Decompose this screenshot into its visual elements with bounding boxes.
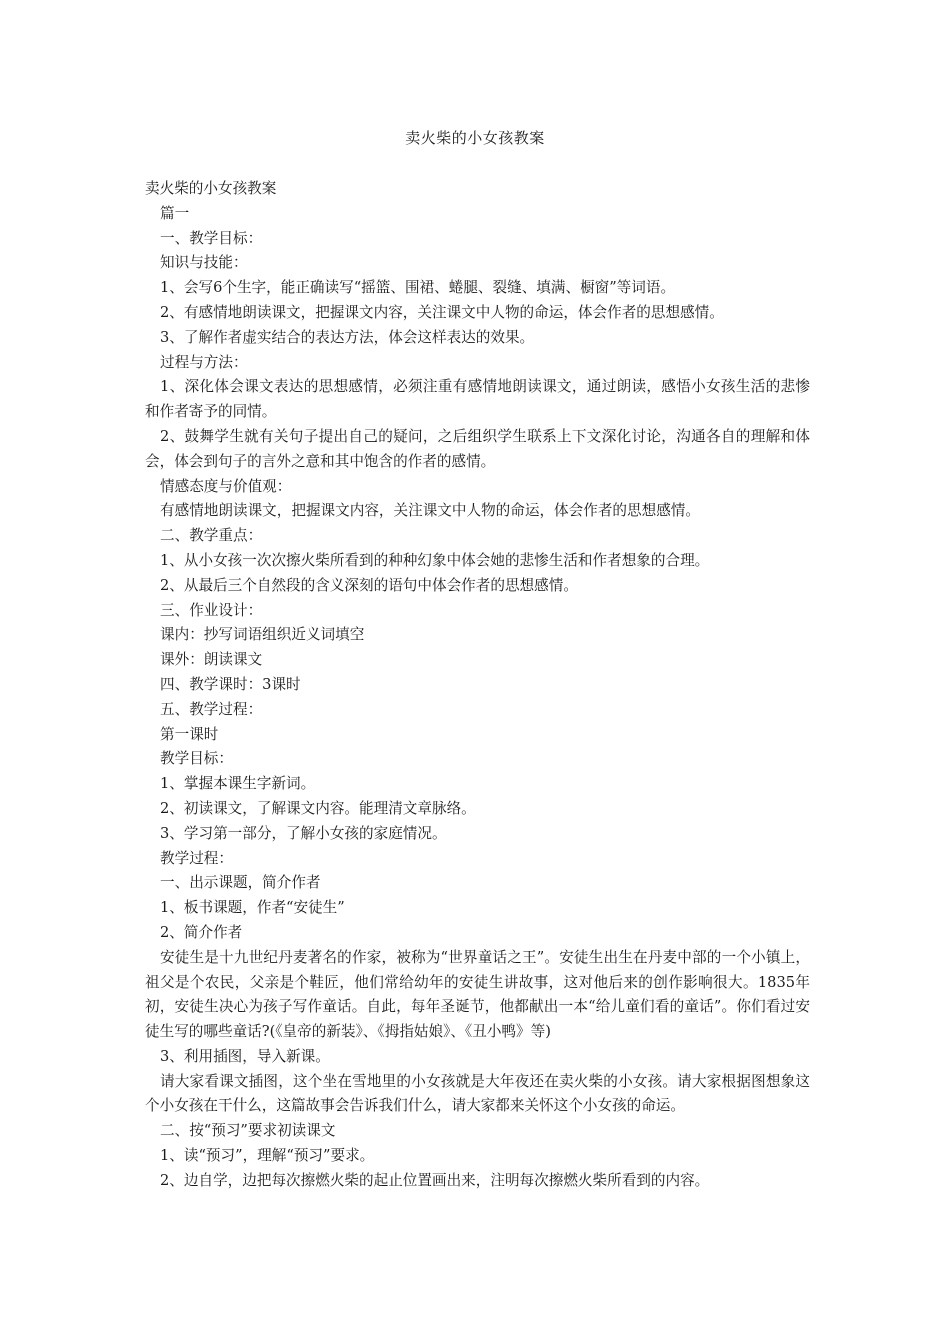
paragraph: 过程与方法：: [160, 353, 248, 371]
paragraph: 课外：朗读课文: [160, 651, 263, 669]
paragraph: 三、作业设计：: [160, 601, 263, 619]
paragraph: 请大家看课文插图，这个坐在雪地里的小女孩就是大年夜还在卖火柴的小女孩。请大家根据图想象这个小女孩在干什么，这篇故事会告诉我们什么，请大家都来关怀这个小女孩的命运。: [145, 1072, 810, 1115]
paragraph: 1、会写6个生字，能正确读写“摇篮、围裙、蜷腿、裂缝、填满、橱窗”等词语。: [160, 279, 676, 297]
paragraph: 课内：抄写词语组织近义词填空: [160, 626, 365, 644]
paragraph: 情感态度与价值观：: [160, 477, 292, 495]
paragraph: 二、按“预习”要求初读课文: [160, 1122, 336, 1140]
paragraph: 知识与技能：: [160, 254, 248, 272]
paragraph: 3、利用插图，导入新课。: [160, 1047, 330, 1065]
paragraph: 2、初读课文，了解课文内容。能理清文章脉络。: [160, 799, 476, 817]
paragraph: 四、教学课时：3课时: [160, 675, 301, 693]
paragraph: 2、边自学，边把每次擦燃火柴的起止位置画出来，注明每次擦燃火柴所看到的内容。: [160, 1171, 710, 1189]
paragraph: 篇一: [160, 204, 190, 222]
paragraph: 一、教学目标：: [160, 229, 263, 247]
paragraph: 2、有感情地朗读课文，把握课文内容，关注课文中人物的命运，体会作者的思想感情。: [160, 303, 724, 321]
paragraph: 1、深化体会课文表达的思想感情，必须注重有感情地朗读课文，通过朗读，感悟小女孩生活的悲惨和作者寄予的同情。: [145, 378, 810, 421]
paragraph: 五、教学过程：: [160, 700, 263, 718]
paragraph: 安徒生是十九世纪丹麦著名的作家，被称为“世界童话之王”。安徒生出生在丹麦中部的一个小镇上，祖父是个农民，父亲是个鞋匠，他们常给幼年的安徒生讲故事，这对他后来的创作影响很大。1835年初，安徒生决心为孩子写作童话。自此，每年圣诞节，他都献出一本“给儿童们看的童话”。你们看过安徒生写的哪些童话?(《皇帝的新装》、《拇指姑娘》、《丑小鸭》等): [145, 948, 810, 1041]
paragraph: 二、教学重点：: [160, 527, 263, 545]
document-title: 卖火柴的小女孩教案: [405, 129, 545, 147]
document-body: [145, 177, 810, 1194]
paragraph: 1、读“预习”，理解“预习”要求。: [160, 1147, 375, 1165]
paragraph: 1、从小女孩一次次擦火柴所看到的种种幻象中体会她的悲惨生活和作者想象的合理。: [160, 551, 710, 569]
paragraph: 教学过程：: [160, 849, 233, 867]
body-heading: 卖火柴的小女孩教案: [145, 180, 277, 197]
paragraph: 2、从最后三个自然段的含义深刻的语句中体会作者的思想感情。: [160, 576, 578, 594]
paragraph: 3、学习第一部分，了解小女孩的家庭情况。: [160, 824, 447, 842]
paragraph: 有感情地朗读课文，把握课文内容，关注课文中人物的命运，体会作者的思想感情。: [160, 502, 700, 520]
paragraph: 教学目标：: [160, 750, 233, 768]
paragraph: 一、出示课题，简介作者: [160, 874, 321, 892]
paragraph: 1、掌握本课生字新词。: [160, 775, 316, 793]
paragraph: 第一课时: [160, 725, 219, 743]
paragraph: 2、鼓舞学生就有关句子提出自己的疑问，之后组织学生联系上下文深化讨论，沟通各自的理解和体会，体会到句子的言外之意和其中饱含的作者的感情。: [145, 427, 810, 470]
paragraph: 2、简介作者: [160, 923, 243, 941]
paragraph: 3、了解作者虚实结合的表达方法，体会这样表达的效果。: [160, 328, 535, 346]
paragraph: 1、板书课题，作者“安徒生”: [160, 899, 345, 917]
